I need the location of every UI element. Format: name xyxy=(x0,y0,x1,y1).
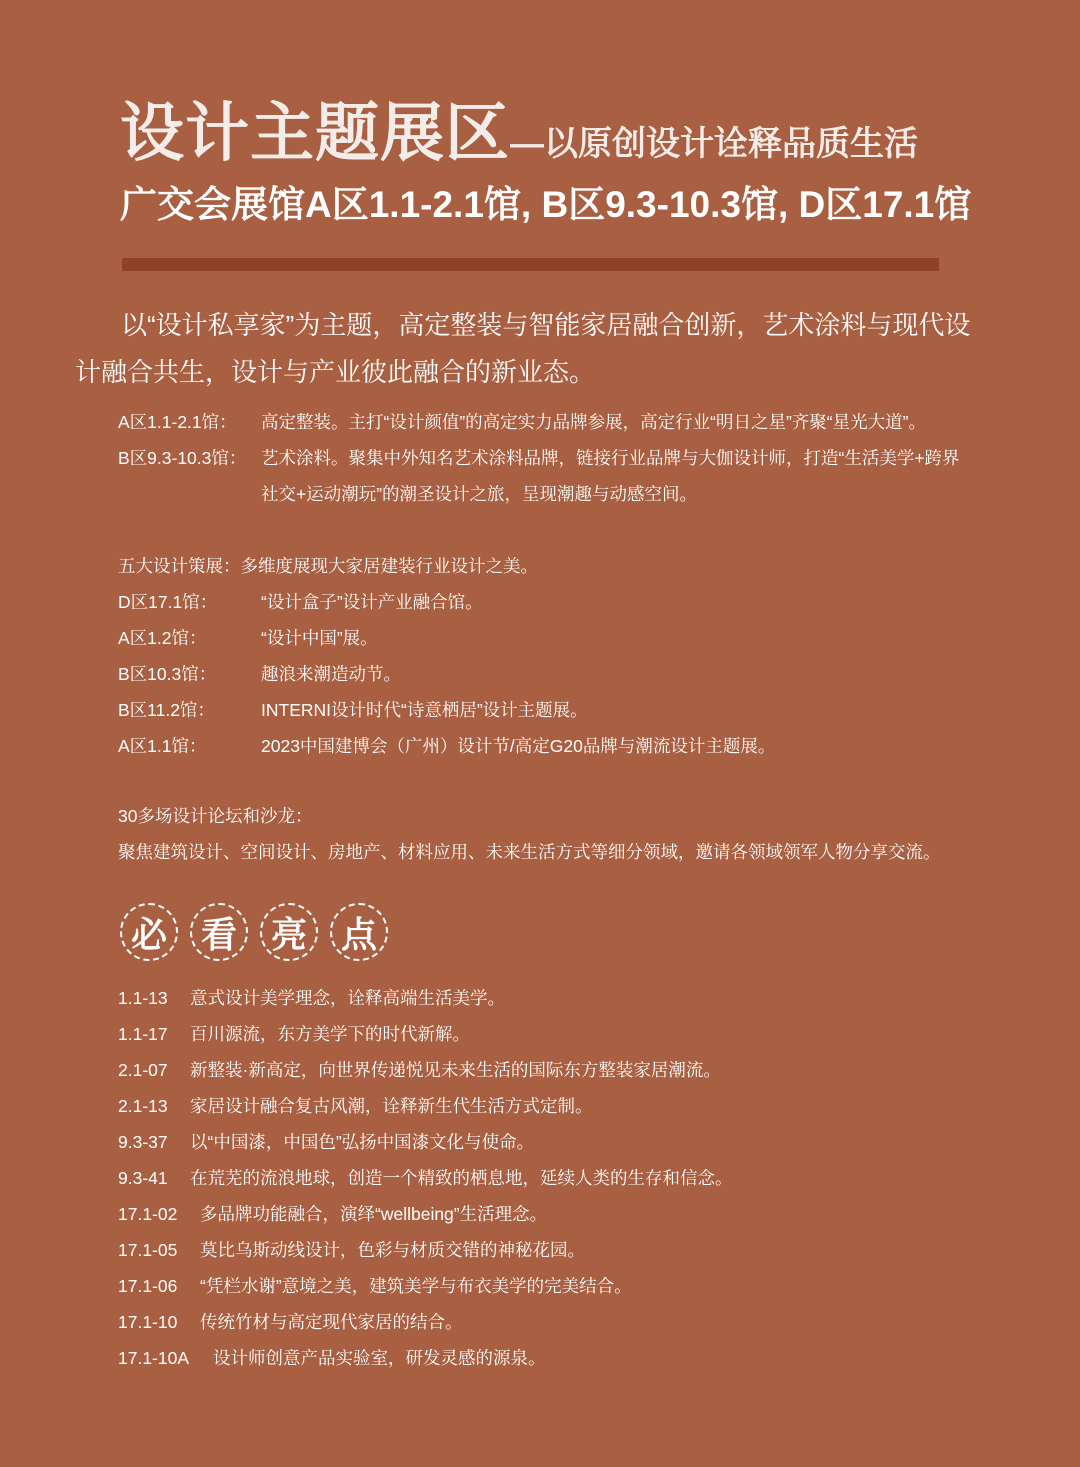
highlight-text: “凭栏水谢”意境之美，建筑美学与布衣美学的完美结合。 xyxy=(200,1276,632,1296)
title-main: 设计主题展区 xyxy=(120,97,510,169)
curation-value: “设计中国”展。 xyxy=(261,628,378,648)
curation-key: A区1.1馆： xyxy=(118,736,207,756)
badge-char: 点 xyxy=(330,903,388,961)
curation-heading: 五大设计策展：多维度展现大家居建装行业设计之美。 xyxy=(118,556,538,576)
hall-value: 高定整装。主打“设计颜值”的高定实力品牌参展，高定行业“明日之星”齐聚“星光大道”。 xyxy=(261,412,926,432)
highlight-text: 新整装·新高定，向世界传递悦见未来生活的国际东方整装家居潮流。 xyxy=(190,1060,721,1080)
highlight-code: 17.1-02 xyxy=(118,1204,178,1224)
hall-row xyxy=(118,404,971,440)
title-subtitle: —以原创设计诠释品质生活 xyxy=(510,125,918,163)
highlight-code: 17.1-05 xyxy=(118,1240,178,1260)
highlight-text: 传统竹材与高定现代家居的结合。 xyxy=(200,1312,463,1332)
curation-key: B区11.2馆： xyxy=(118,700,215,720)
intro-paragraph: 以“设计私享家”为主题，高定整装与智能家居融合创新，艺术涂料与现代设计融合共生，设计与产业彼此融合的新业态。 xyxy=(75,310,971,387)
page-title xyxy=(120,82,918,174)
venue-line: 广交会展馆A区1.1-2.1馆, B区9.3-10.3馆, D区17.1馆 xyxy=(120,184,972,225)
highlight-code: 2.1-13 xyxy=(118,1096,168,1116)
forums-text: 聚焦建筑设计、空间设计、房地产、材料应用、未来生活方式等细分领域，邀请各领域领军人物分享交流。 xyxy=(118,842,941,862)
curation-value: “设计盒子”设计产业融合馆。 xyxy=(261,592,483,612)
highlight-text: 莫比乌斯动线设计，色彩与材质交错的神秘花园。 xyxy=(200,1240,585,1260)
hall-row xyxy=(118,440,971,512)
curation-value: 趣浪来潮造动节。 xyxy=(261,664,401,684)
highlight-code: 1.1-17 xyxy=(118,1024,168,1044)
badge-char: 必 xyxy=(120,903,178,961)
badge-char: 看 xyxy=(190,903,248,961)
hall-key: B区9.3-10.3馆： xyxy=(118,448,247,468)
hall-value: 艺术涂料。聚集中外知名艺术涂料品牌，链接行业品牌与大伽设计师，打造“生活美学+跨界社交+运动潮玩”的潮圣设计之旅，呈现潮趣与动感空间。 xyxy=(261,448,960,504)
forums-heading: 30多场设计论坛和沙龙： xyxy=(118,806,313,826)
curation-key: B区10.3馆： xyxy=(118,664,217,684)
hall-list xyxy=(118,404,971,512)
highlight-text: 家居设计融合复古风潮，诠释新生代生活方式定制。 xyxy=(190,1096,593,1116)
hall-key: A区1.1-2.1馆： xyxy=(118,412,237,432)
highlight-code: 9.3-41 xyxy=(118,1168,168,1188)
curation-value: 2023中国建博会（广州）设计节/高定G20品牌与潮流设计主题展。 xyxy=(261,736,776,756)
highlight-text: 多品牌功能融合，演绎“wellbeing”生活理念。 xyxy=(200,1204,548,1224)
highlight-text: 百川源流，东方美学下的时代新解。 xyxy=(190,1024,470,1044)
highlight-code: 17.1-10A xyxy=(118,1348,190,1368)
highlight-text: 以“中国漆，中国色”弘扬中国漆文化与使命。 xyxy=(190,1132,535,1152)
badge-char: 亮 xyxy=(260,903,318,961)
highlight-text: 在荒芜的流浪地球，创造一个精致的栖息地，延续人类的生存和信念。 xyxy=(190,1168,733,1188)
highlight-code: 17.1-06 xyxy=(118,1276,178,1296)
highlight-code: 17.1-10 xyxy=(118,1312,178,1332)
curation-key: A区1.2馆： xyxy=(118,628,207,648)
highlight-code: 1.1-13 xyxy=(118,988,168,1008)
highlight-text: 意式设计美学理念，诠释高端生活美学。 xyxy=(190,988,505,1008)
highlights-badges xyxy=(120,903,400,961)
curation-key: D区17.1馆： xyxy=(118,592,218,612)
curation-value: INTERNI设计时代“诗意栖居”设计主题展。 xyxy=(261,700,588,720)
highlight-code: 2.1-07 xyxy=(118,1060,168,1080)
highlight-text: 设计师创意产品实验室，研发灵感的源泉。 xyxy=(213,1348,546,1368)
divider xyxy=(122,258,939,271)
highlight-code: 9.3-37 xyxy=(118,1132,168,1152)
